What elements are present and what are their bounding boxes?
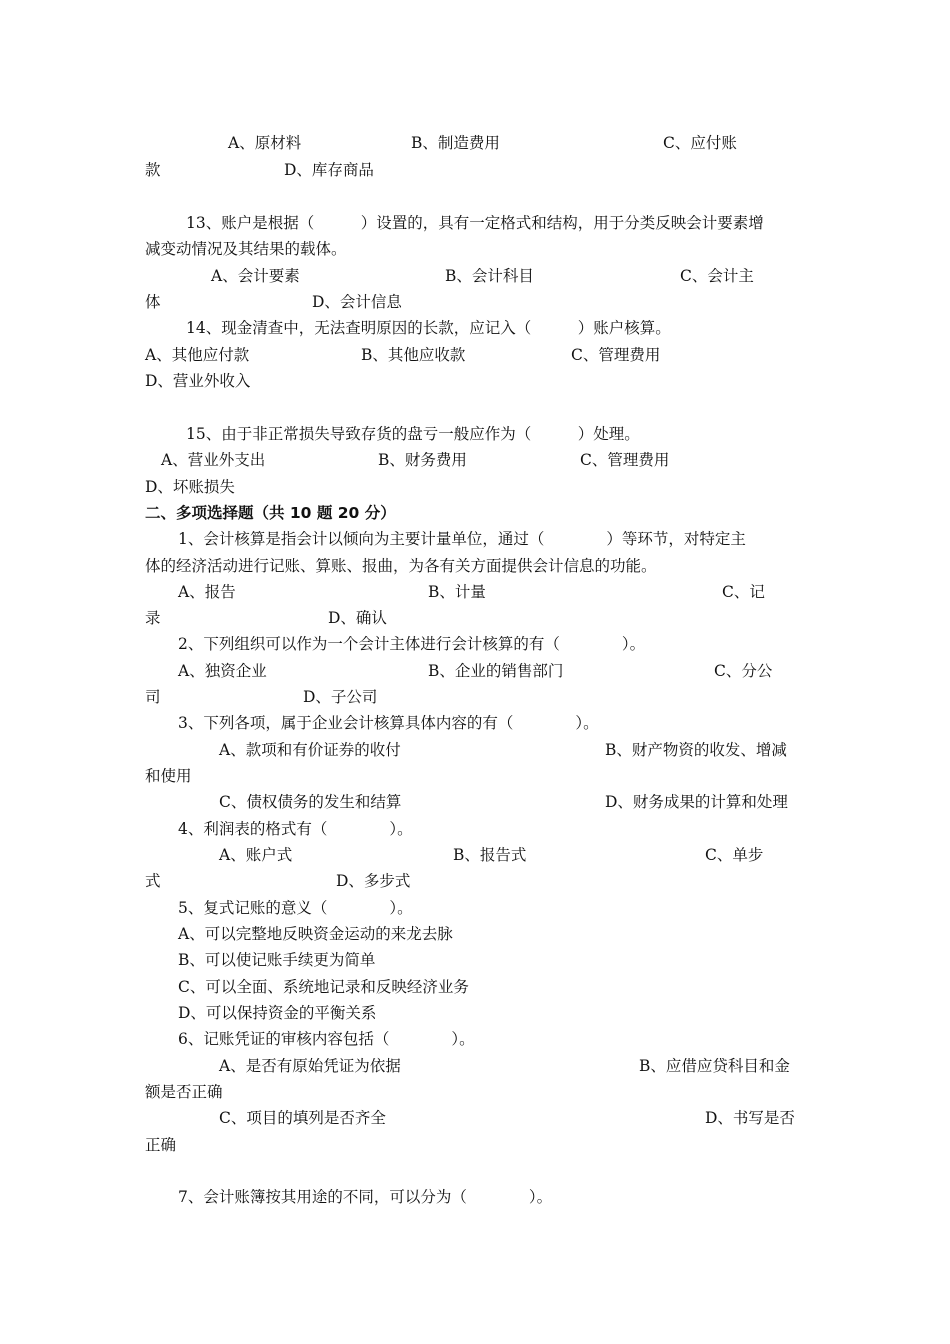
q13-stem-line1: 13、账户是根据（ ）设置的，具有一定格式和结构，用于分类反映会计要素增 <box>186 214 764 232</box>
m6-option-d: D、书写是否 <box>705 1109 795 1127</box>
q12-option-c-continued: 款 <box>145 161 161 179</box>
m1-stem-line2: 体的经济活动进行记账、算账、报曲，为各有关方面提供会计信息的功能。 <box>145 557 657 575</box>
q15-option-d: D、坏账损失 <box>145 478 235 496</box>
m1-option-d: D、确认 <box>328 609 387 627</box>
m6-option-b: B、应借应贷科目和金 <box>639 1057 790 1075</box>
q12-option-d: D、库存商品 <box>284 161 374 179</box>
m3-option-c: C、债权债务的发生和结算 <box>219 793 402 811</box>
q13-option-a: A、会计要素 <box>211 267 300 285</box>
section-heading-multiple-choice: 二、多项选择题（共 10 题 20 分） <box>145 504 396 522</box>
m1-option-c: C、记 <box>722 583 765 601</box>
q15-option-b: B、财务费用 <box>378 451 467 469</box>
q12-option-b: B、制造费用 <box>411 134 500 152</box>
m3-option-b: B、财产物资的收发、增减 <box>605 741 787 759</box>
m7-stem: 7、会计账簿按其用途的不同，可以分为（ ）。 <box>178 1188 553 1206</box>
m6-stem: 6、记账凭证的审核内容包括（ ）。 <box>178 1030 475 1048</box>
q13-option-c: C、会计主 <box>680 267 754 285</box>
m5-option-b: B、可以使记账手续更为简单 <box>178 951 376 969</box>
q14-option-a: A、其他应付款 <box>145 346 250 364</box>
m2-option-b: B、企业的销售部门 <box>428 662 564 680</box>
q12-option-a: A、原材料 <box>228 134 302 152</box>
q15-option-c: C、管理费用 <box>580 451 670 469</box>
m4-stem: 4、利润表的格式有（ ）。 <box>178 820 413 838</box>
q14-option-d: D、营业外收入 <box>145 372 251 390</box>
q13-option-c-continued: 体 <box>145 293 161 311</box>
m2-option-c-continued: 司 <box>145 688 161 706</box>
m6-option-d-continued: 正确 <box>145 1136 177 1154</box>
q15-stem: 15、由于非正常损失导致存货的盘亏一般应作为（ ）处理。 <box>186 425 640 443</box>
m2-option-c: C、分公 <box>714 662 773 680</box>
m3-stem: 3、下列各项，属于企业会计核算具体内容的有（ ）。 <box>178 714 599 732</box>
m4-option-a: A、账户式 <box>219 846 293 864</box>
m6-option-b-continued: 额是否正确 <box>145 1083 223 1101</box>
m1-option-a: A、报告 <box>178 583 236 601</box>
q14-stem: 14、现金清查中，无法查明原因的长款，应记入（ ）账户核算。 <box>186 319 671 337</box>
m6-option-a: A、是否有原始凭证为依据 <box>219 1057 401 1075</box>
m3-option-a: A、款项和有价证券的收付 <box>219 741 401 759</box>
m3-option-d: D、财务成果的计算和处理 <box>605 793 788 811</box>
q14-option-b: B、其他应收款 <box>361 346 466 364</box>
m4-option-c-continued: 式 <box>145 872 161 890</box>
m5-option-a: A、可以完整地反映资金运动的来龙去脉 <box>178 925 453 943</box>
m4-option-b: B、报告式 <box>453 846 527 864</box>
m5-option-c: C、可以全面、系统地记录和反映经济业务 <box>178 978 469 996</box>
m6-option-c: C、项目的填列是否齐全 <box>219 1109 386 1127</box>
m2-option-d: D、子公司 <box>303 688 378 706</box>
m3-option-b-continued: 和使用 <box>145 767 192 785</box>
q15-option-a: A、营业外支出 <box>161 451 266 469</box>
m4-option-c: C、单步 <box>705 846 764 864</box>
m5-stem: 5、复式记账的意义（ ）。 <box>178 899 413 917</box>
q13-stem-line2: 减变动情况及其结果的载体。 <box>145 240 347 258</box>
m5-option-d: D、可以保持资金的平衡关系 <box>178 1004 377 1022</box>
q13-option-d: D、会计信息 <box>312 293 402 311</box>
m1-option-b: B、计量 <box>428 583 486 601</box>
m1-option-c-continued: 录 <box>145 609 161 627</box>
m2-stem: 2、下列组织可以作为一个会计主体进行会计核算的有（ ）。 <box>178 635 646 653</box>
m2-option-a: A、独资企业 <box>178 662 267 680</box>
m4-option-d: D、多步式 <box>336 872 411 890</box>
m1-stem-line1: 1、会计核算是指会计以倾向为主要计量单位，通过（ ）等环节，对特定主 <box>178 530 746 548</box>
q12-option-c: C、应付账 <box>663 134 737 152</box>
q13-option-b: B、会计科目 <box>445 267 534 285</box>
q14-option-c: C、管理费用 <box>571 346 661 364</box>
